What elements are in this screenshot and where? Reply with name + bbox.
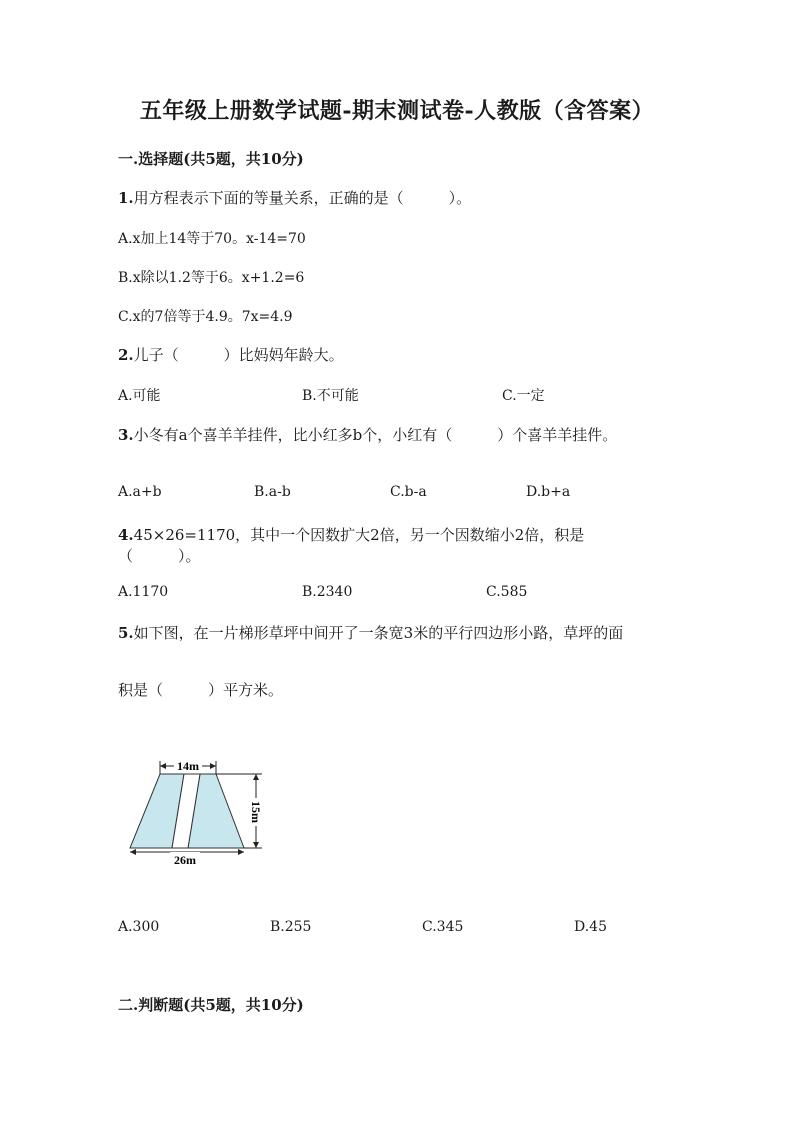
- option-a: A.1170: [118, 584, 169, 600]
- option-c: C.一定: [502, 388, 545, 404]
- page-title: 五年级上册数学试题-期末测试卷-人教版（含答案）: [139, 98, 655, 124]
- option-c: C.b-a: [390, 484, 427, 500]
- question-5: [118, 622, 623, 643]
- question-5-continuation: 积是（ ）平方米。: [118, 681, 284, 699]
- option-c: C.345: [422, 919, 464, 935]
- question-number: 1.: [118, 189, 134, 207]
- arrow-left-icon: [130, 849, 136, 855]
- question-text: 45×26=1170，其中一个因数扩大2倍，另一个因数缩小2倍，积是: [133, 526, 585, 544]
- option-d: D.b+a: [526, 484, 571, 500]
- question-4-continuation: （ ）。: [118, 547, 201, 565]
- option-c: C.585: [486, 584, 528, 600]
- arrow-left-icon: [160, 763, 166, 769]
- question-2: [118, 344, 344, 365]
- option-c: C.x的7倍等于4.9。7x=4.9: [118, 309, 293, 325]
- question-4: [118, 524, 584, 545]
- question-text: 如下图，在一片梯形草坪中间开了一条宽3米的平行四边形小路，草坪的面: [133, 624, 624, 642]
- option-a: A.300: [118, 919, 160, 935]
- option-b: B.a-b: [254, 484, 291, 500]
- question-text: 小冬有a个喜羊羊挂件，比小红多b个，小红有（ ）个喜羊羊挂件。: [133, 426, 618, 444]
- question-3: [118, 424, 617, 445]
- section-heading-choice: 一.选择题(共5题，共10分): [118, 150, 304, 168]
- option-b: B.255: [270, 919, 312, 935]
- section-heading-judgement: 二.判断题(共5题，共10分): [118, 996, 304, 1014]
- trapezoid-lawn-figure: [118, 752, 278, 870]
- question-number: 2.: [118, 346, 134, 364]
- question-number: 4.: [118, 526, 134, 544]
- option-d: D.45: [574, 919, 607, 935]
- question-text: 儿子（ ）比妈妈年龄大。: [133, 346, 344, 364]
- option-b: B.不可能: [302, 388, 359, 404]
- bottom-length-label: 26m: [174, 853, 196, 867]
- height-label: 15m: [249, 801, 263, 823]
- arrow-down-icon: [253, 842, 259, 848]
- option-a: A.x加上14等于70。x-14=70: [118, 231, 306, 247]
- question-text: 用方程表示下面的等量关系，正确的是（ ）。: [133, 189, 472, 207]
- question-1: [118, 187, 471, 208]
- question-number: 3.: [118, 426, 134, 444]
- option-b: B.2340: [302, 584, 353, 600]
- option-b: B.x除以1.2等于6。x+1.2=6: [118, 270, 305, 286]
- top-length-label: 14m: [177, 759, 199, 773]
- arrow-up-icon: [253, 774, 259, 780]
- arrow-right-icon: [210, 763, 216, 769]
- option-a: A.a+b: [118, 484, 162, 500]
- arrow-right-icon: [238, 849, 244, 855]
- option-a: A.可能: [118, 388, 161, 404]
- question-number: 5.: [118, 624, 134, 642]
